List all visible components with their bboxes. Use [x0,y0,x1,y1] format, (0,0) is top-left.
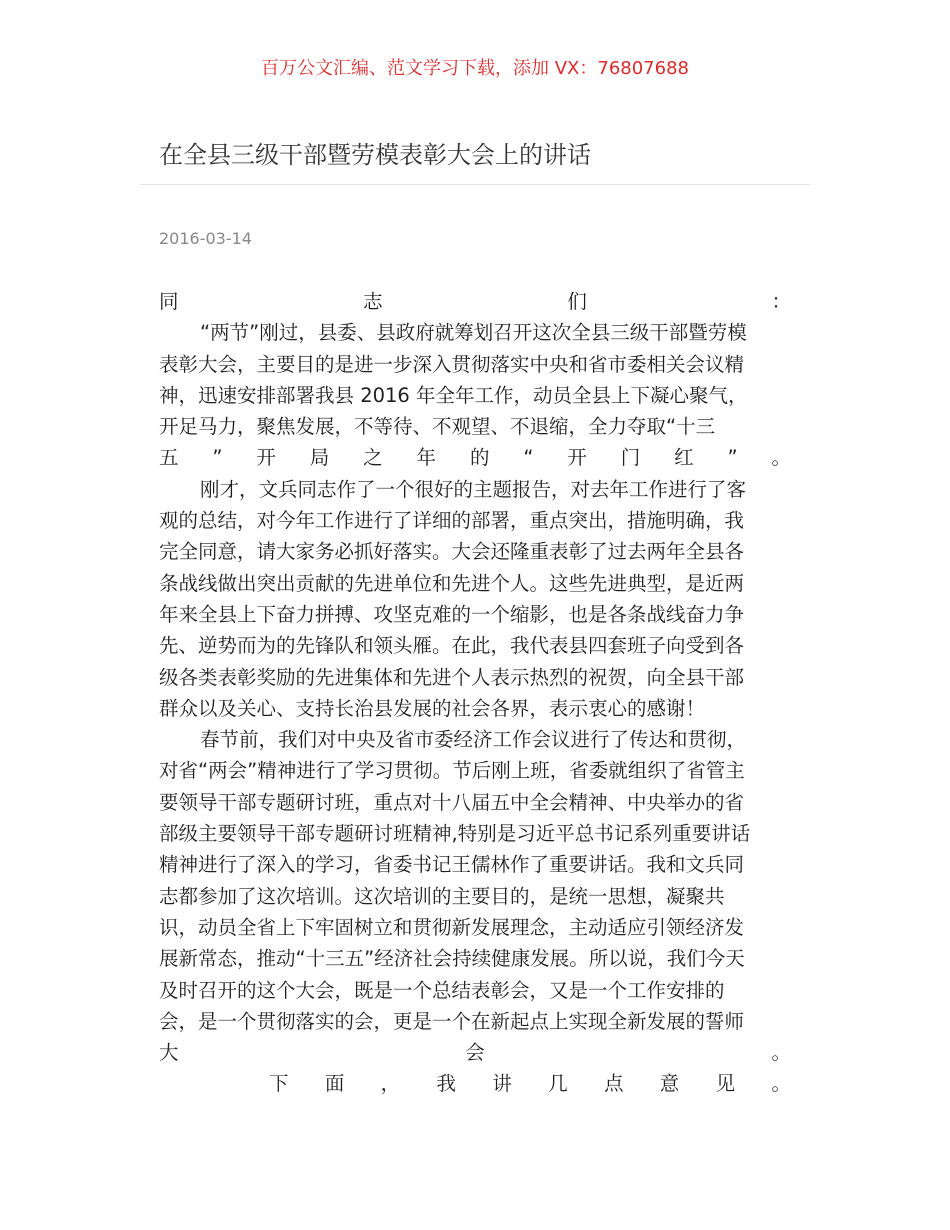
body-line: 春节前，我们对中央及省市委经济工作会议进行了传达和贯彻， [200,728,747,752]
spread-char: ， [380,1072,401,1096]
body-line: 志都参加了这次培训。这次培训的主要目的，是统一思想，凝聚共 [159,884,725,908]
spread-char: 五 [159,446,179,470]
spread-char: 见 [715,1072,736,1096]
body-line: 会，是一个贯彻落实的会，更是一个在新起点上实现全新发展的誓师 [159,1009,745,1033]
body-line: 神，迅速安排部署我县 2016 年全年工作，动员全县上下凝心聚气， [159,383,748,407]
spread-char: 之 [363,446,383,470]
spread-line-kaimenhong [159,442,791,473]
publish-date: 2016-03-14 [159,229,252,248]
spread-char: 大 [159,1041,179,1065]
body-line: 先、逆势而为的先锋队和领头雁。在此，我代表县四套班子向受到各 [159,634,745,658]
body-line: 及时召开的这个大会，既是一个总结表彰会，又是一个工作安排的 [159,978,725,1002]
spread-char: 年 [416,446,437,470]
body-line: 要领导干部专题研讨班，重点对十八届五中全会精神、中央举办的省 [159,790,745,814]
spread-char: 讲 [492,1072,512,1096]
body-line: 部级主要领导干部专题研讨班精神,特别是习近平总书记系列重要讲话 [159,822,751,846]
body-line: “两节”刚过，县委、县政府就筹划召开这次全县三级干部暨劳模 [200,321,747,345]
greeting-line [159,286,791,317]
greeting-char: ： [771,290,791,313]
greeting-char: 同 [159,290,179,313]
spread-char: 局 [309,446,330,470]
greeting-char: 志 [363,290,383,313]
body-line: 刚才，文兵同志作了一个很好的主题报告，对去年工作进行了客 [200,477,747,501]
body-line: 级各类表彰奖励的先进集体和先进个人表示热烈的祝贺，向全县干部 [159,665,745,689]
body-line: 群众以及关心、支持长治县发展的社会各界，表示衷心的感谢！ [159,696,706,720]
body-line: 表彰大会，主要目的是进一步深入贯彻落实中央和省市委相关会议精 [159,352,745,376]
body-line: 对省“两会”精神进行了学习贯彻。节后刚上班，省委就组织了省管主 [159,759,745,783]
spread-char: 。 [771,1072,791,1096]
greeting-char: 们 [567,290,587,313]
spread-char: 下 [269,1072,289,1096]
body-line: 年来全县上下奋力拼搏、攻坚克难的一个缩影，也是各条战线奋力争 [159,602,745,626]
spread-char: 我 [436,1072,456,1096]
body-line: 开足马力，聚焦发展，不等待、不观望、不退缩，全力夺取“十三 [159,415,716,439]
promo-banner: 百万公文汇编、范文学习下载，添加 VX：76807688 [261,58,689,79]
spread-char: 。 [771,1041,791,1065]
spread-char: 开 [567,446,587,470]
spread-char: 。 [771,446,791,470]
title-divider [140,184,810,185]
spread-char: 意 [659,1072,680,1096]
body-line: 展新常态，推动“十三五”经济社会持续健康发展。所以说，我们今天 [159,947,745,971]
body-line: 条战线做出突出贡献的先进单位和先进个人。这些先进典型，是近两 [159,571,745,595]
spread-line-dahui [159,1037,791,1068]
closing-line [159,1068,791,1099]
body-line: 精神进行了深入的学习，省委书记王儒林作了重要讲话。我和文兵同 [159,853,745,877]
article-body [159,286,791,1100]
spread-char: 几 [548,1072,568,1096]
body-line: 识，动员全省上下牢固树立和贯彻新发展理念，主动适应引领经济发 [159,915,745,939]
spread-char: 门 [620,446,641,470]
body-line: 完全同意，请大家务必抓好落实。大会还隆重表彰了过去两年全县各 [159,540,745,564]
body-line: 观的总结，对今年工作进行了详细的部署，重点突出，措施明确，我 [159,509,745,533]
spread-char: 的 [469,446,490,470]
spread-char: 点 [603,1072,624,1096]
spread-char: “ [523,446,534,470]
spread-char: 开 [256,446,276,470]
spread-char: ” [727,446,738,470]
spread-char: ” [212,446,223,470]
article-title: 在全县三级干部暨劳模表彰大会上的讲话 [159,141,591,169]
spread-char: 会 [465,1041,485,1065]
spread-char: 红 [674,446,694,470]
spread-char: 面 [324,1072,345,1096]
